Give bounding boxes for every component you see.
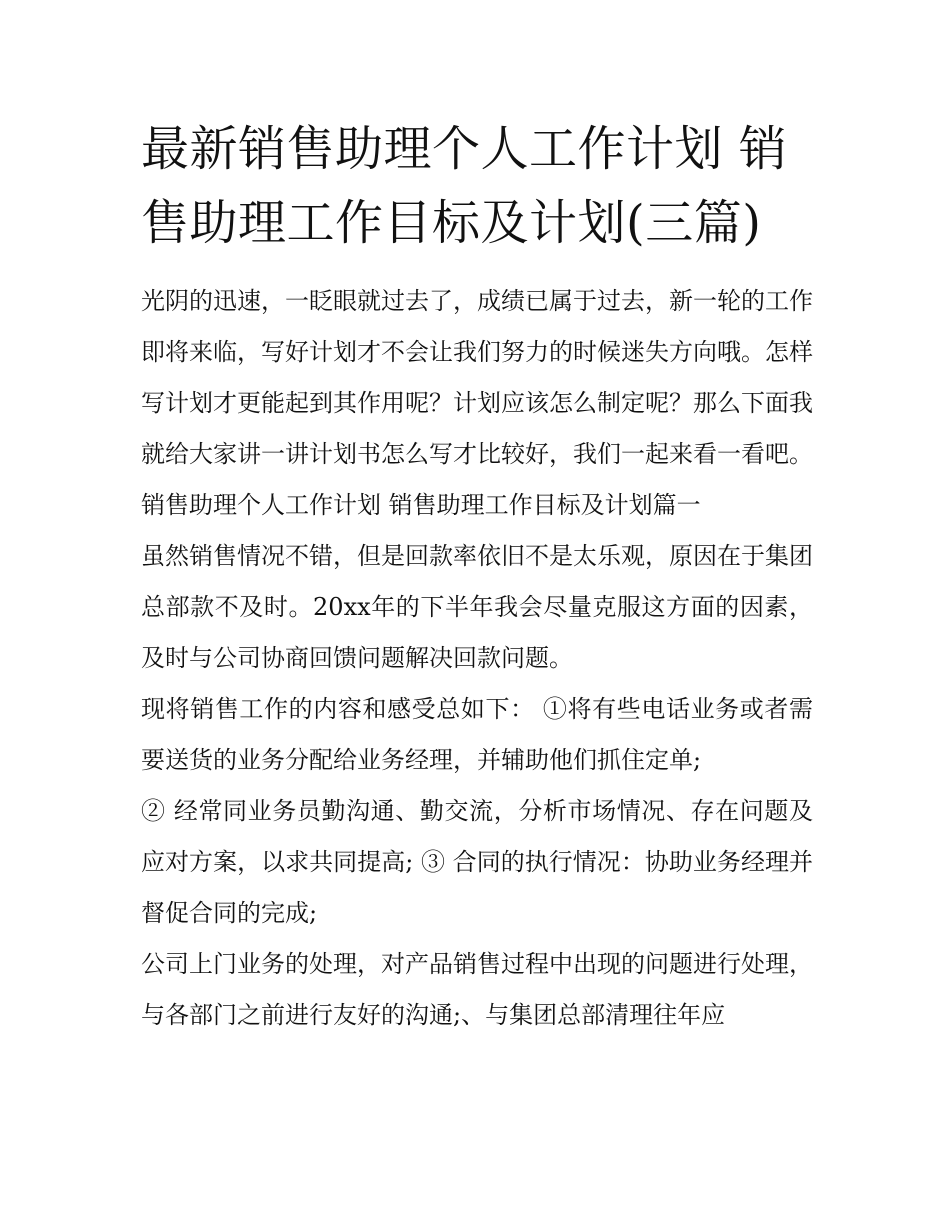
paragraph-collection: 虽然销售情况不错，但是回款率依旧不是太乐观，原因在于集团总部款不及时。20xx年的下半年我会尽量克服这方面的因素，及时与公司协商回馈问题解决回款问题。 bbox=[141, 542, 813, 672]
title-spacer bbox=[141, 260, 813, 276]
document-title: 最新销售助理个人工作计划 销售助理工作目标及计划(三篇) bbox=[141, 121, 788, 251]
paragraph-communication: ② 经常同业务员勤沟通、勤交流，分析市场情况、存在问题及应对方案，以求共同提高; ③ 合同的执行情况：协助业务经理并督促合同的完成; bbox=[141, 797, 813, 927]
paragraph-work-content: 现将销售工作的内容和感受总如下： ①将有些电话业务或者需要送货的业务分配给业务经理，并辅助他们抓住定单; bbox=[141, 695, 813, 774]
document-page bbox=[141, 112, 813, 1041]
section-heading-1: 销售助理个人工作计划 销售助理工作目标及计划篇一 bbox=[141, 491, 701, 519]
paragraph-onsite-business: 公司上门业务的处理，对产品销售过程中出现的问题进行处理，与各部门之前进行友好的沟通;、与集团总部清理往年应 bbox=[141, 950, 813, 1029]
paragraph-intro: 光阴的迅速，一眨眼就过去了，成绩已属于过去，新一轮的工作即将来临，写好计划才不会让我们努力的时候迷失方向哦。怎样写计划才更能起到其作用呢？计划应该怎么制定呢？那么下面我就给大家讲一讲计划书怎么写才比较好，我们一起来看一看吧。 bbox=[141, 287, 813, 468]
